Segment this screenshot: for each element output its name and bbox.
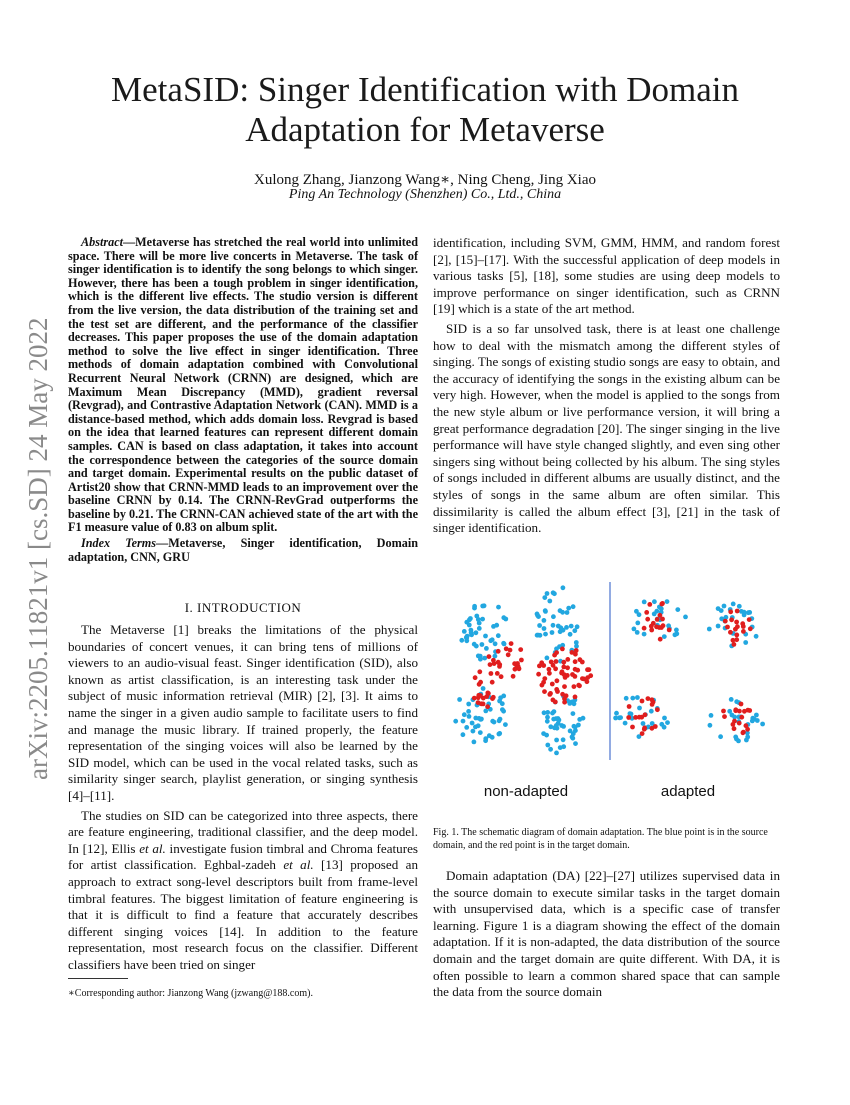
source-point [544, 733, 549, 738]
target-point [560, 692, 565, 697]
source-point [457, 697, 462, 702]
source-point [472, 740, 477, 745]
target-point [729, 617, 734, 622]
target-point [741, 624, 746, 629]
source-point [662, 634, 667, 639]
source-point [641, 721, 646, 726]
target-point [723, 619, 728, 624]
target-point [473, 675, 478, 680]
source-point [551, 614, 556, 619]
source-point [566, 606, 571, 611]
label-non-adapted: non-adapted [483, 783, 569, 800]
target-point [645, 617, 650, 622]
target-point [478, 693, 483, 698]
right-paragraph-1: identification, including SVM, GMM, HMM, and random forest [2], [15]–[17]. With the successful application of deep models in various tasks [5], [18], some studies are using deep models to improve performance on singer identification, such as CRNN [19] which is a state of the art method. [433, 235, 780, 317]
source-point [467, 623, 472, 628]
source-point [547, 599, 552, 604]
target-point [649, 628, 654, 633]
source-point [545, 715, 550, 720]
source-point [561, 724, 566, 729]
target-point [519, 658, 524, 663]
source-point [484, 646, 489, 651]
footnote-rule [68, 978, 128, 979]
target-point [630, 725, 635, 730]
source-point [462, 629, 467, 634]
target-point [658, 613, 663, 618]
target-point [633, 715, 638, 720]
target-point [734, 633, 739, 638]
target-point [734, 620, 739, 625]
target-point [642, 626, 647, 631]
target-point [575, 668, 580, 673]
target-point [552, 653, 557, 658]
target-point [737, 709, 742, 714]
source-point [554, 751, 559, 756]
target-point [733, 627, 738, 632]
target-point [728, 630, 733, 635]
source-point [497, 732, 502, 737]
source-point [665, 599, 670, 604]
target-point [741, 629, 746, 634]
affiliation: Ping An Technology (Shenzhen) Co., Ltd., China [288, 187, 562, 202]
source-point [543, 632, 548, 637]
target-point [485, 691, 490, 696]
target-point [542, 689, 547, 694]
source-point [554, 716, 559, 721]
source-point [465, 634, 470, 639]
source-point [571, 711, 576, 716]
target-point [577, 683, 582, 688]
right-column-top [433, 235, 780, 537]
target-point [497, 664, 502, 669]
target-point [572, 684, 577, 689]
source-point [477, 716, 482, 721]
source-point [548, 747, 553, 752]
source-point [635, 695, 640, 700]
target-point [732, 719, 737, 724]
source-point [494, 623, 499, 628]
source-point [642, 632, 647, 637]
target-point [744, 723, 749, 728]
target-point [748, 626, 753, 631]
target-point [739, 715, 744, 720]
target-point [472, 696, 477, 701]
source-point [571, 604, 576, 609]
source-point [483, 634, 488, 639]
source-point [746, 610, 751, 615]
target-point [737, 721, 742, 726]
source-point [570, 735, 575, 740]
target-point [516, 666, 521, 671]
index-terms-text: —Metaverse, Singer identification, Domain adaptation, CNN, GRU [68, 536, 418, 564]
source-point [502, 642, 507, 647]
target-point [651, 621, 656, 626]
source-point [743, 640, 748, 645]
source-point [535, 633, 540, 638]
source-point [554, 738, 559, 743]
abstract-text: —Metaverse has stretched the real world into unlimited space. There will be more live concerts in Metaverse. The task of singer identification is to identify the song belongs to which singer. However, there has been a tough problem in singer identification, which is the different live effects. The studio version is different from the live version, the data distribution of the training set and the test set are different, and the performance of the classifier decreases. This paper proposes the use of the domain adaptation method to solve the live effect in singer identification. Three methods of domain adaptation combined with Convolutional Recurrent Neural Network (CRNN) are designed, which are Maximum Mean Discrepancy (MMD), gradient reversal (Revgrad), and Contrastive Adaptation Network (CAN). MMD is a distance-based method, which adds domain loss. Revgrad is based on the idea that learned features can represent different domain samples. CAN is based on class adaptation, it takes into account the correspondence between the categories of the source domain and target domain. Experimental results on the public dataset of Artist20 show that CRNN-MMD leads to an improvement over the baseline CRNN by 0.14. The CRNN-RevGrad outperforms the baseline by 0.21. The CRNN-CAN achieved state of the art with the F1 measure value of 0.83 on album split. [68, 235, 418, 535]
source-point [478, 657, 483, 662]
right-column-bottom [433, 868, 780, 1001]
target-point [627, 704, 632, 709]
target-point [481, 702, 486, 707]
target-point [650, 702, 655, 707]
target-point [504, 646, 509, 651]
source-point [501, 694, 506, 699]
source-point [752, 717, 757, 722]
source-point [461, 719, 466, 724]
source-point [537, 623, 542, 628]
right-paragraph-3: Domain adaptation (DA) [22]–[27] utilizes supervised data in the source domain to execute similar tasks in the target domain with unsupervised data, which is a specific case of transfer learning. Figure 1 is a diagram showing the effect of the domain adaptation. If it is non-adapted, the data distribution of the source domain and the target domain are quite different. With DA, it is often possible to learn a common shared space that can sample the data from the source domain [433, 868, 780, 1000]
source-point [480, 642, 485, 647]
abstract-lead: Abstract [81, 235, 123, 249]
footnote: ∗Corresponding author: Jianzong Wang (jzwang@188.com). [68, 988, 313, 999]
source-point [709, 713, 714, 718]
source-point [542, 595, 547, 600]
source-point [637, 706, 642, 711]
source-point [572, 724, 577, 729]
source-point [574, 640, 579, 645]
target-point [489, 671, 494, 676]
source-point [480, 604, 485, 609]
source-point [675, 607, 680, 612]
target-point [488, 662, 493, 667]
source-point [718, 734, 723, 739]
source-point [492, 720, 497, 725]
source-point [471, 729, 476, 734]
source-point [567, 701, 572, 706]
target-point [562, 672, 567, 677]
source-point [613, 716, 618, 721]
source-point [561, 585, 566, 590]
source-point [498, 717, 503, 722]
target-point [477, 669, 482, 674]
source-point [467, 714, 472, 719]
target-point [565, 665, 570, 670]
source-point [731, 602, 736, 607]
target-point [476, 700, 481, 705]
source-point [552, 709, 557, 714]
figure-1 [438, 580, 783, 810]
paper-title [0, 70, 850, 150]
target-point [573, 659, 578, 664]
source-point [561, 628, 566, 633]
target-point [722, 714, 727, 719]
target-point [547, 692, 552, 697]
target-point [560, 647, 565, 652]
intro-paragraph-1: The Metaverse [1] breaks the limitations of the physical boundaries of concert venues, it can bring tens of millions of viewers to an audio-visual feast. Singer identification (SID), also known as artist classification, is an interesting task under the subject of music information retrieval (MIR) [2], [3]. It aims to name the singer in a given audio sample to facilitate users to find and manage the music library. If trained properly, the feature representation of the singing voices will also be learned by the SID model, which can be used in the vocal related tasks, such as similarity singer search, playlist generation, or singing synthesis [4]–[11]. [68, 622, 418, 803]
target-point [646, 696, 651, 701]
target-point [540, 683, 545, 688]
source-point [737, 604, 742, 609]
source-point [545, 591, 550, 596]
source-point [572, 701, 577, 706]
target-point [495, 671, 500, 676]
target-point [511, 674, 516, 679]
title-line-1: MetaSID: Singer Identification with Domain [111, 70, 739, 109]
target-point [732, 642, 737, 647]
target-point [642, 727, 647, 732]
source-point [754, 634, 759, 639]
target-point [585, 679, 590, 684]
target-point [626, 715, 631, 720]
source-point [542, 626, 547, 631]
arxiv-stamp [0, 0, 60, 1100]
authors: Xulong Zhang, Jianzong Wang∗, Ning Cheng, Jing Xiao [253, 172, 596, 188]
target-point [655, 707, 660, 712]
target-point [643, 712, 648, 717]
source-point [453, 719, 458, 724]
source-point [500, 707, 505, 712]
target-point [553, 666, 558, 671]
source-point [476, 723, 481, 728]
target-point [734, 637, 739, 642]
source-point [496, 605, 501, 610]
target-point [490, 680, 495, 685]
source-point [734, 737, 739, 742]
target-point [547, 667, 552, 672]
target-point [725, 625, 730, 630]
section-heading-introduction: I. INTRODUCTION [184, 600, 302, 615]
target-point [640, 699, 645, 704]
source-point [542, 710, 547, 715]
source-point [483, 736, 488, 741]
source-point [490, 735, 495, 740]
source-point [581, 716, 586, 721]
source-point [554, 723, 559, 728]
target-point [746, 708, 751, 713]
source-point [573, 741, 578, 746]
target-point [667, 628, 672, 633]
source-point [468, 616, 473, 621]
target-point [555, 678, 560, 683]
source-point [665, 720, 670, 725]
domain-adaptation-diagram [438, 580, 783, 810]
target-point [536, 672, 541, 677]
source-point [742, 610, 747, 615]
target-point [735, 609, 740, 614]
target-point [640, 731, 645, 736]
source-point [469, 630, 474, 635]
source-point [659, 722, 664, 727]
source-point [478, 730, 483, 735]
target-point [588, 673, 593, 678]
target-point [549, 660, 554, 665]
target-point [644, 610, 649, 615]
source-point [614, 711, 619, 716]
source-point [466, 709, 471, 714]
arxiv-id: arXiv:2205.11821v1 [cs.SD] 24 May 2022 [23, 317, 53, 780]
source-point [683, 615, 688, 620]
target-point [741, 730, 746, 735]
source-point [470, 721, 475, 726]
target-point [477, 682, 482, 687]
target-point [509, 641, 514, 646]
source-point [477, 626, 482, 631]
target-point [732, 726, 737, 731]
index-terms-lead: Index Terms [81, 536, 157, 551]
source-point [565, 610, 570, 615]
source-point [623, 721, 628, 726]
introduction-body [68, 622, 418, 973]
label-adapted: adapted [660, 783, 716, 800]
source-point [760, 722, 765, 727]
source-point [461, 732, 466, 737]
source-point [542, 618, 547, 623]
source-point [569, 624, 574, 629]
source-point [719, 608, 724, 613]
target-point [537, 664, 542, 669]
target-point [655, 617, 660, 622]
source-point [472, 604, 477, 609]
source-point [474, 644, 479, 649]
target-point [587, 667, 592, 672]
source-point [493, 654, 498, 659]
target-point [554, 659, 559, 664]
intro-paragraph-2: The studies on SID can be categorized into three aspects, there are feature engineering, traditional classifier, and the deep model. In [12], Ellis et al. investigate fusion timbral and Chroma features for artist classification. Eghbal-zadeh et al. [13] proposed an approach to extract song-level descriptors built from frame-level timbral features. The biggest limitation of feature engineering is that it is difficult to find a feature that accurately describes different singing voices [14]. In addition to the feature representation, most research focus on the classifier. Different classifiers have been tried on singer [68, 807, 419, 972]
source-point [493, 641, 498, 646]
source-point [662, 716, 667, 721]
source-point [727, 709, 732, 714]
source-point [488, 638, 493, 643]
source-point [551, 623, 556, 628]
target-point [542, 676, 547, 681]
target-point [487, 654, 492, 659]
source-point [474, 614, 479, 619]
source-point [716, 624, 721, 629]
source-point [545, 656, 550, 661]
source-point [649, 709, 654, 714]
source-point [466, 702, 471, 707]
source-point [543, 608, 548, 613]
source-point [754, 713, 759, 718]
target-point [573, 652, 578, 657]
target-point [728, 609, 733, 614]
source-point [474, 630, 479, 635]
source-point [618, 715, 623, 720]
target-point [561, 660, 566, 665]
target-point [570, 672, 575, 677]
figure-caption: Fig. 1. The schematic diagram of domain adaptation. The blue point is in the source domain, and the red point is in the target domain. [433, 827, 768, 851]
source-point [556, 624, 561, 629]
source-point [480, 617, 485, 622]
target-point [739, 702, 744, 707]
source-point [535, 612, 540, 617]
target-point [554, 687, 559, 692]
source-point [561, 744, 566, 749]
source-point [496, 633, 501, 638]
target-point [485, 704, 490, 709]
source-point [652, 599, 657, 604]
target-point [659, 602, 664, 607]
target-point [491, 695, 496, 700]
target-point [647, 602, 652, 607]
source-point [732, 715, 737, 720]
target-point [506, 652, 511, 657]
source-point [673, 632, 678, 637]
source-point [722, 604, 727, 609]
target-point [492, 661, 497, 666]
source-point [483, 709, 488, 714]
source-point [550, 630, 555, 635]
source-point [568, 632, 573, 637]
title-line-2: Adaptation for Metaverse [245, 110, 605, 149]
source-point [561, 737, 566, 742]
target-point [721, 709, 726, 714]
source-point [482, 656, 487, 661]
source-point [459, 638, 464, 643]
source-point [500, 701, 505, 706]
abstract [68, 236, 418, 564]
source-point [552, 591, 557, 596]
target-point [650, 726, 655, 731]
target-point [565, 657, 570, 662]
target-point [499, 674, 504, 679]
source-point [635, 621, 640, 626]
source-point [630, 696, 635, 701]
source-point [572, 628, 577, 633]
target-point [518, 647, 523, 652]
source-point [637, 612, 642, 617]
source-point [635, 630, 640, 635]
source-point [503, 722, 508, 727]
target-point [550, 682, 555, 687]
target-point [659, 625, 664, 630]
target-point [578, 657, 583, 662]
target-point [551, 698, 556, 703]
source-point [545, 719, 550, 724]
source-point [708, 723, 713, 728]
target-point [496, 649, 501, 654]
right-paragraph-2: SID is a so far unsolved task, there is at least one challenge how to deal with the mismatch among the different styles of singing. The songs of existing studio songs are easy to obtain, and the accuracy of identifying the songs in the existing album can be very high. However, when the model is applied to the songs from the new style album or live performance version, it will bring a great performance degradation [20]. The singer singing in the live performance will have style changed slightly, and even sing other singers sing without being collected by his album. The sing styles of songs included in different albums are usually distinct, and the styles of songs in the same album are often similar. This dissimilarity is called the album effect [3], [21] in the task of singer identification. [433, 320, 780, 536]
source-point [624, 696, 629, 701]
source-point [734, 699, 739, 704]
source-point [462, 712, 467, 717]
source-point [642, 600, 647, 605]
source-point [464, 725, 469, 730]
source-point [545, 743, 550, 748]
source-point [558, 608, 563, 613]
source-point [707, 627, 712, 632]
target-point [658, 637, 663, 642]
source-point [654, 609, 659, 614]
source-point [501, 615, 506, 620]
source-point [745, 735, 750, 740]
source-point [632, 627, 637, 632]
source-point [481, 686, 486, 691]
target-point [562, 684, 567, 689]
source-point [729, 697, 734, 702]
source-point [548, 724, 553, 729]
target-point [573, 695, 578, 700]
target-point [747, 617, 752, 622]
